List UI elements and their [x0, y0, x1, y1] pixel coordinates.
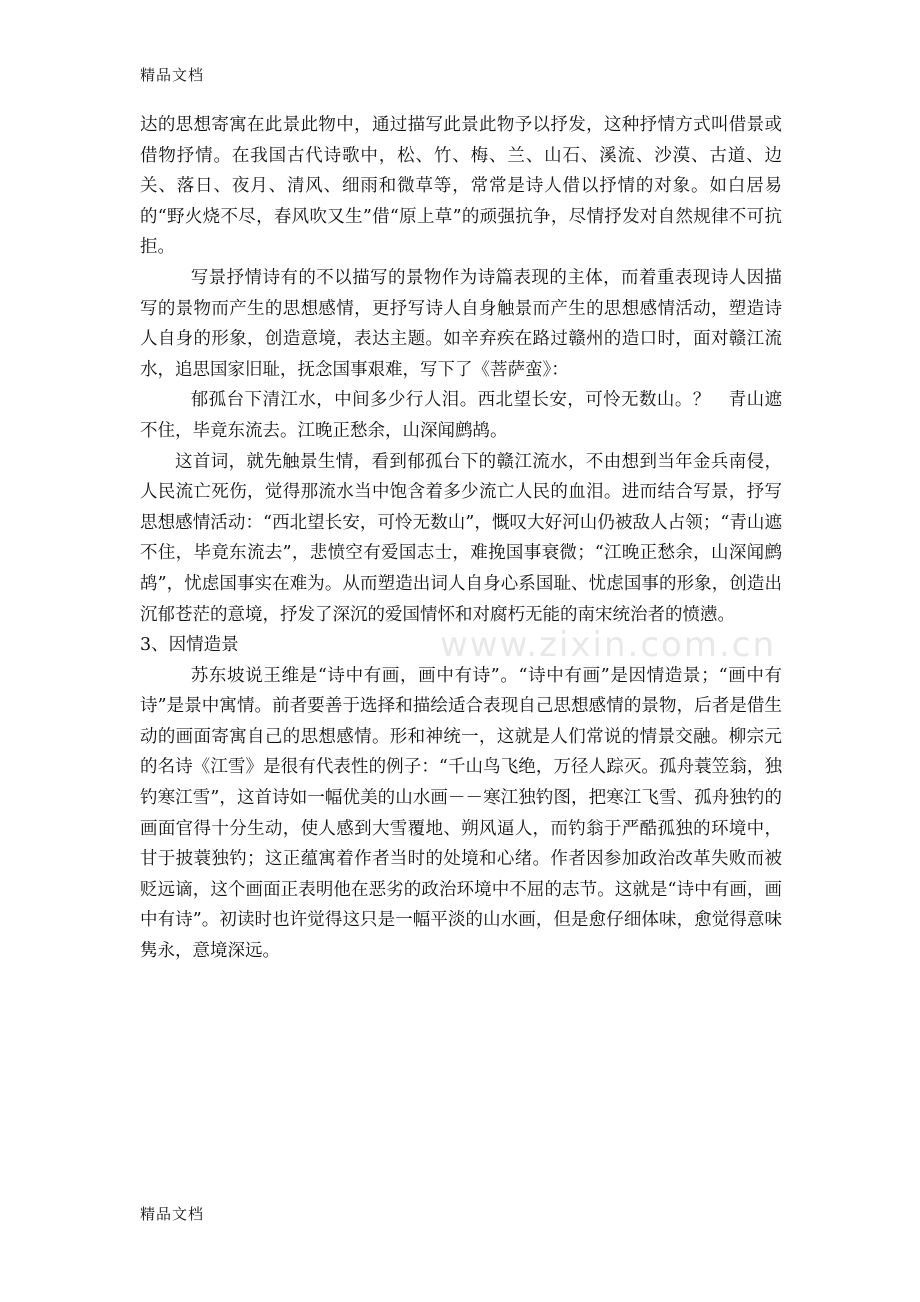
section-heading: 3、因情造景 [140, 635, 239, 656]
paragraph-poem-analysis: 这首词，就先触景生情，看到郁孤台下的赣江流水，不由想到当年金兵南侵，人民流亡死伤，觉得那流水当中饱含着多少流亡人民的血泪。进而结合写景，抒写思想感情活动：“西北望长安，可怜无数山”，慨叹大好河山仍被敌人占领；“青山遮不住，毕竟东流去”，悲愤空有爱国志士，难挽国事衰微；“江晚正愁余，山深闻鹧鸪”，忧虑国事实在难为。从而塑造出词人自身心系国耻、忧虑国事的形象，创造出沉郁苍茫的意境，抒发了深沉的爱国情怀和对腐朽无能的南宋统治者的愤懑。 [140, 451, 782, 625]
watermark: www.zixin.com.cn [440, 625, 776, 665]
paragraph-landscape-poetry: 写景抒情诗有的不以描写的景物作为诗篇表现的主体，而着重表现诗人因描写的景物而产生的思想感情，更抒写诗人自身触景而产生的思想感情活动，塑造诗人自身的形象，创造意境，表达主题。如辛弃疾在路过赣州的造口时，面对赣江流水，追思国家旧耻，抚念国事艰难，写下了《菩萨蛮》： [140, 267, 782, 380]
paragraph-wang-wei: 苏东坡说王维是“诗中有画，画中有诗”。“诗中有画”是因情造景；“画中有诗”是景中寓情。前者要善于选择和描绘适合表现自己思想感情的景物，后者是借生动的画面寄寓自己的思想感情。形和神统一，这就是人们常说的情景交融。柳宗元的名诗《江雪》是很有代表性的例子：“千山鸟飞绝，万径人踪灭。孤舟蓑笠翁，独钓寒江雪”，这首诗如一幅优美的山水画－－寒江独钓图，把寒江飞雪、孤舟独钓的画面官得十分生动，使人感到大雪覆地、朔风逼人，而钓翁于严酷孤独的环境中，甘于披蓑独钓；这正蕴寓着作者当时的处境和心绪。作者因参加政治改革失败而被贬远谪，这个画面正表明他在恶劣的政治环境中不屈的志节。这就是“诗中有画，画中有诗”。初读时也许觉得这只是一幅平淡的山水画，但是愈仔细体味，愈觉得意味隽永，意境深远。 [140, 665, 782, 962]
poem-pusaman: 郁孤台下清江水，中间多少行人泪。西北望长安，可怜无数山。？ 青山遮不住，毕竟东流去。江晚正愁余，山深闻鹧鸪。 [140, 390, 782, 441]
paragraph-continuation: 达的思想寄寓在此景此物中，通过描写此景此物予以抒发，这种抒情方式叫借景或借物抒情。在我国古代诗歌中，松、竹、梅、兰、山石、溪流、沙漠、古道、边关、落日、夜月、清风、细雨和微草等，常常是诗人借以抒情的对象。如白居易的“野火烧不尽，春风吹又生”借“原上草”的顽强抗争，尽情抒发对自然规律不可抗拒。 [140, 115, 782, 258]
page-footer: 精品文档 [140, 1205, 205, 1223]
page-header: 精品文档 [140, 66, 205, 84]
document-body [140, 110, 782, 967]
